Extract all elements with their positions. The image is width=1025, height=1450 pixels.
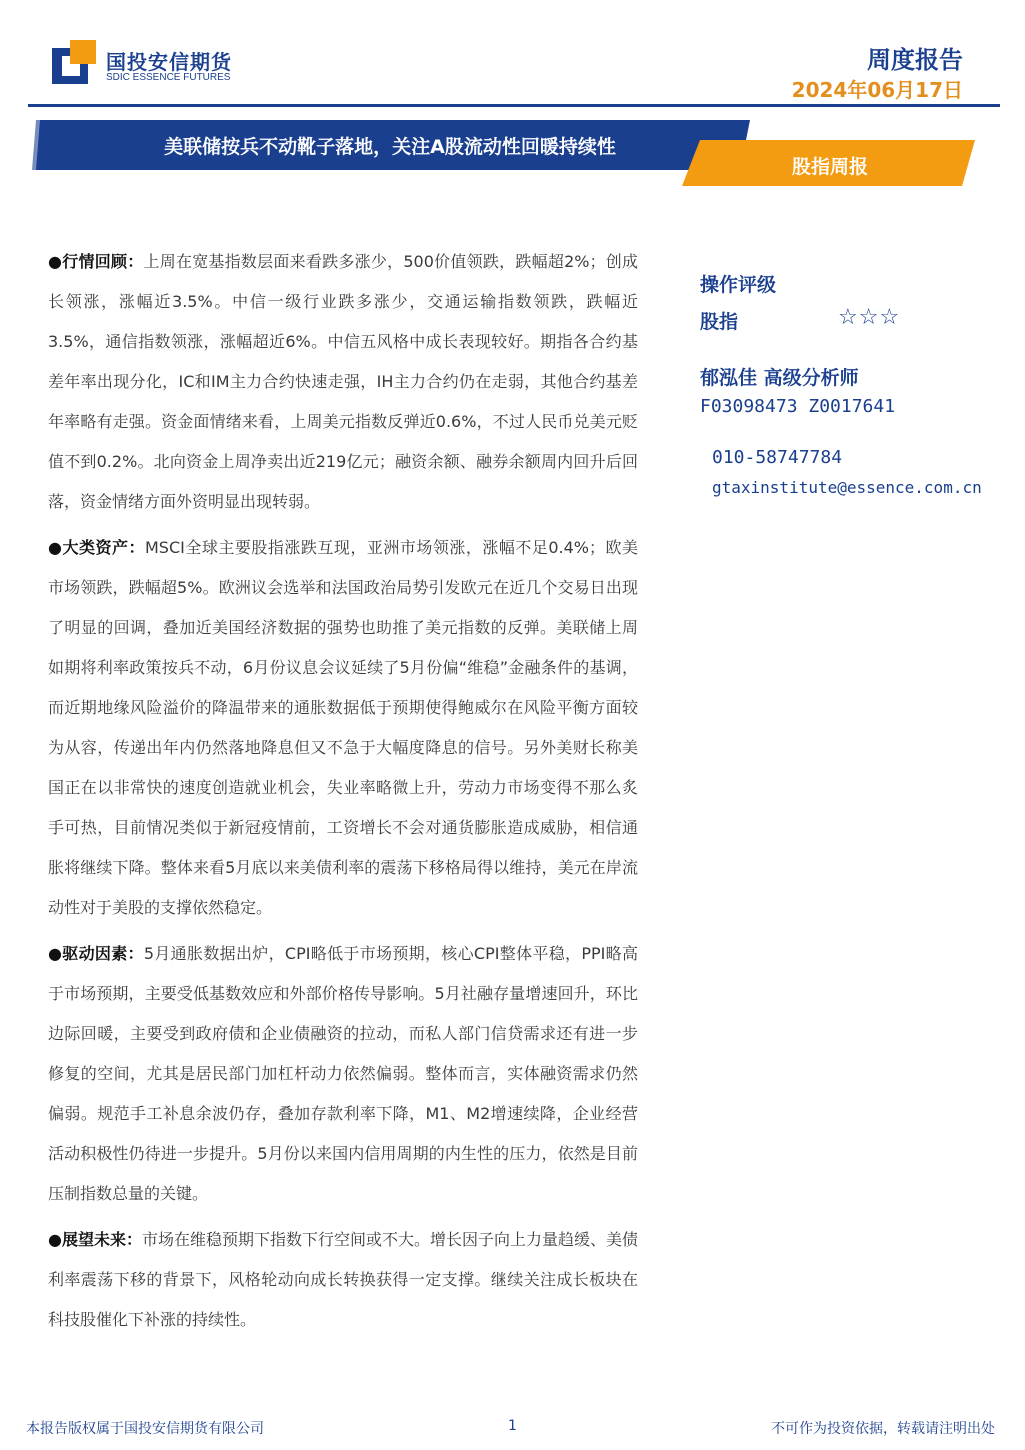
bullet-icon: ● [48,538,63,557]
section-body: 5月通胀数据出炉，CPI略低于市场预期，核心CPI整体平稳，PPI略高于市场预期，主要受低基数效应和外部价格传导影响。5月社融存量增速回升，环比边际回暖，主要受到政府债和企业债融资的拉动，而私人部门信贷需求还有进一步修复的空间，尤其是居民部门加杠杆动力依然偏弱。整体而言，实体融资需求仍然偏弱。规范手工补息余波仍存，叠加存款利率下降，M1、M2增速续降，企业经营活动积极性仍待进一步提升。5月份以来国内信用周期的内生性的压力，依然是目前压制指数总量的关键。 [48,944,638,1203]
copyright-notice: 本报告版权属于国投安信期货有限公司 [26,1421,264,1437]
logo-chinese-name: 国投安信期货 [106,50,232,74]
logo-mark-icon [52,40,100,86]
report-title: 美联储按兵不动靴子落地，关注A股流动性回暖持续性 [164,136,616,158]
report-category-tag: 股指周报 [791,156,868,178]
section-outlook [48,1220,638,1340]
section-body: 市场在维稳预期下指数下行空间或不大。增长因子向上力量趋缓、美债利率震荡下移的背景下，风格轮动向成长转换获得一定支撑。继续关注成长板块在科技股催化下补涨的持续性。 [48,1230,638,1329]
section-heading: 展望未来： [61,1230,142,1249]
section-market-review [48,242,638,522]
section-body: MSCI全球主要股指涨跌互现，亚洲市场领涨，涨幅不足0.4%；欧美市场领跌，跌幅超5%。欧洲议会选举和法国政治局势引发欧元在近几个交易日出现了明显的回调，叠加近美国经济数据的强势也助推了美元指数的反弹。美联储上周如期将利率政策按兵不动，6月份议息会议延续了5月份偏“维稳”金融条件的基调，而近期地缘风险溢价的降温带来的通胀数据低于预期使得鲍威尔在风险平衡方面较为从容，传递出年内仍然落地降息但又不急于大幅度降息的信号。另外美财长称美国正在以非常快的速度创造就业机会，失业率略微上升，劳动力市场变得不那么炙手可热，目前情况类似于新冠疫情前，工资增长不会对通货膨胀造成威胁，相信通胀将继续下降。整体来看5月底以来美债利率的震荡下移格局得以维持，美元在岸流动性对于美股的支撑依然稳定。 [48,538,638,917]
rating-row [700,301,1020,335]
header-divider [28,104,1000,107]
logo-english-name: SDIC ESSENCE FUTURES [106,72,231,83]
rating-label: 操作评级 [700,274,777,296]
rating-stars-icon: ☆☆☆ [838,305,901,330]
section-asset-classes [48,528,638,928]
disclaimer-notice: 不可作为投资依据，转载请注明出处 [771,1421,995,1437]
report-type: 周度报告 [867,46,963,74]
title-banner [0,118,1025,194]
page-number: 1 [508,1418,517,1434]
section-body: 上周在宽基指数层面来看跌多涨少，500价值领跌，跌幅超2%；创成长领涨，涨幅近3.5%。中信一级行业跌多涨少，交通运输指数领跌，跌幅近3.5%，通信指数领涨，涨幅超近6%。中信五风格中成长表现较好。期指各合约基差年率出现分化，IC和IM主力合约快速走强，IH主力合约仍在走弱，其他合约基差年率略有走强。资金面情绪来看，上周美元指数反弹近0.6%，不过人民币兑美元贬值不到0.2%。北向资金上周净卖出近219亿元；融资余额、融券余额周内回升后回落，资金情绪方面外资明显出现转弱。 [48,252,638,511]
rating-item: 股指 [700,311,739,333]
section-heading: 驱动因素： [62,944,144,963]
analyst-name: 郁泓佳 高级分析师 [700,367,859,389]
company-logo [52,40,242,88]
page-footer [0,1418,1025,1442]
bullet-icon: ● [48,252,63,271]
analyst-license: F03098473 Z0017641 [700,396,896,417]
main-content [48,242,638,1346]
contact-phone: 010-58747784 [712,447,843,468]
section-drivers [48,934,638,1214]
contact-email[interactable]: gtaxinstitute@essence.com.cn [712,478,982,497]
sidebar [700,270,1020,497]
bullet-icon: ● [48,944,63,963]
section-heading: 大类资产： [62,538,145,557]
section-heading: 行情回顾： [62,252,144,271]
bullet-icon: ● [48,1230,62,1249]
report-date: 2024年06月17日 [791,78,963,102]
